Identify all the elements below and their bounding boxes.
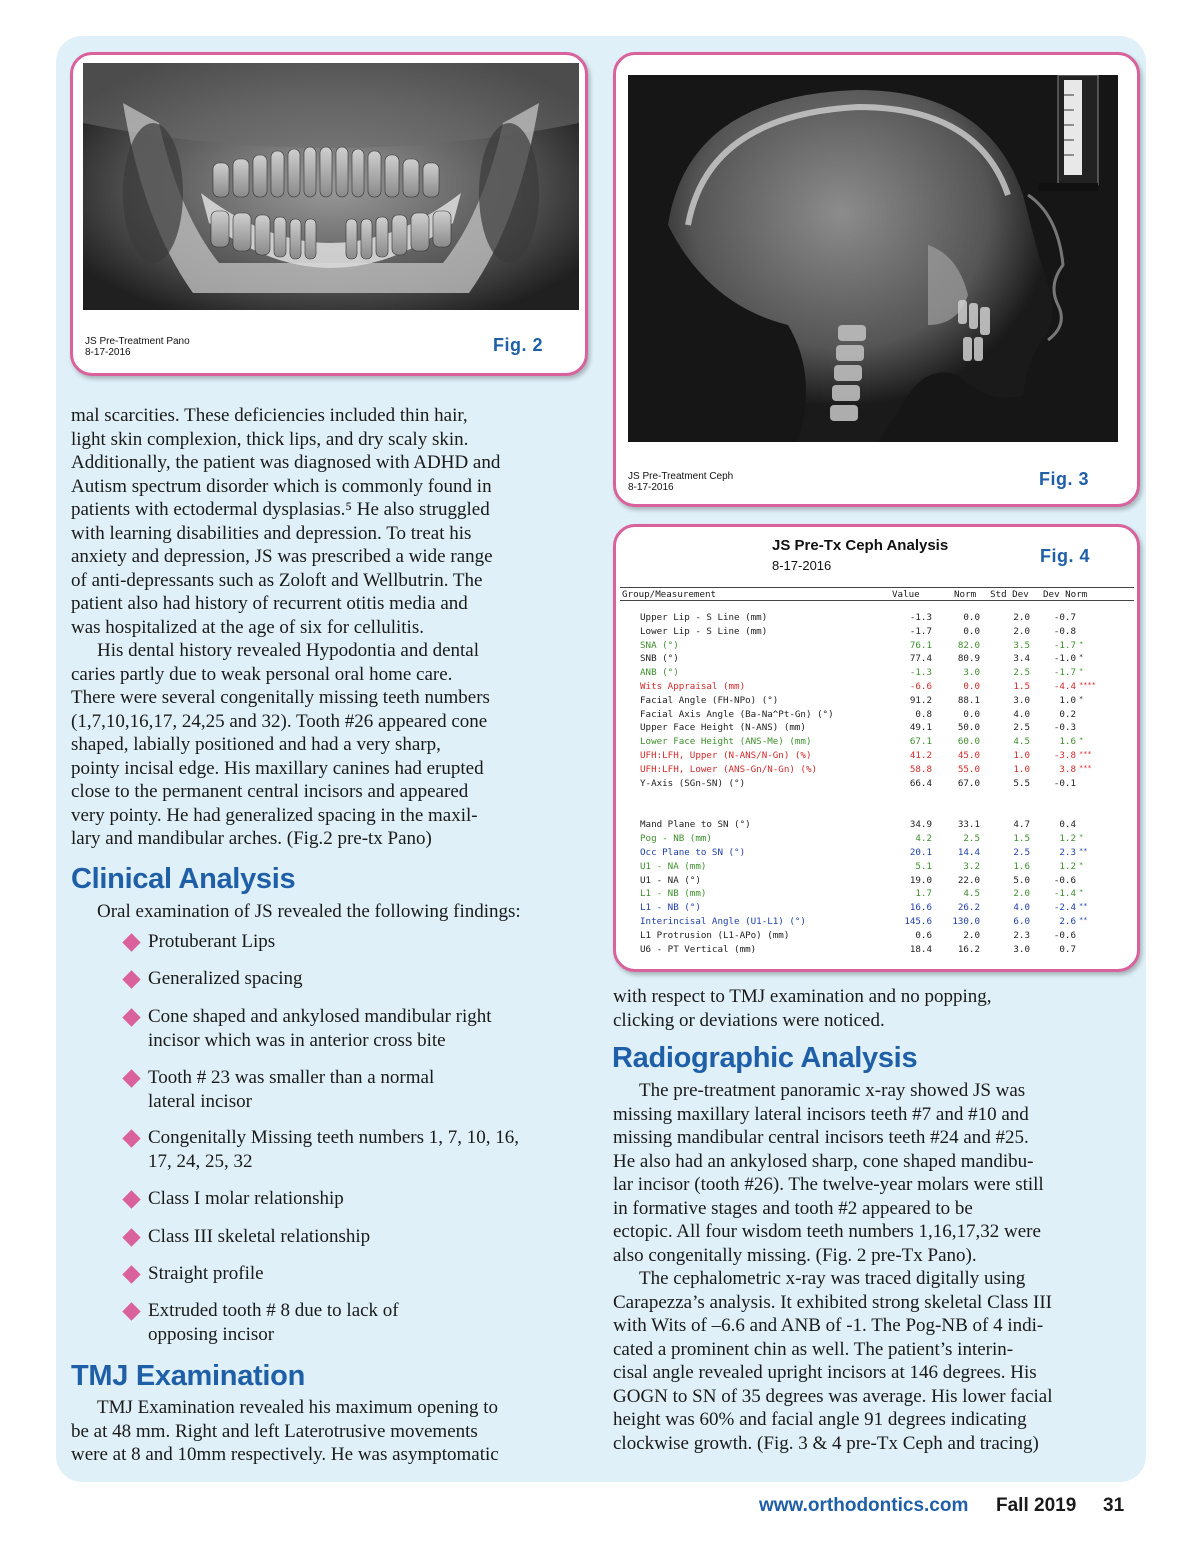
ceph-table-row xyxy=(620,735,1134,749)
text-line: anxiety and depression, JS was prescribed a wide range xyxy=(71,546,493,567)
clinical-intro: Oral examination of JS revealed the following findings: xyxy=(97,901,521,922)
value-cell: 19.0 xyxy=(909,874,932,886)
value-cell: 0.8 xyxy=(915,708,932,720)
measurement-cell: Occ Plane to SN (°) xyxy=(640,846,746,858)
dev-norm-cell: -0.8 xyxy=(1053,625,1076,637)
std-dev-cell: 2.5 xyxy=(1013,667,1030,679)
dev-norm-cell: 0.4 xyxy=(1059,819,1076,831)
tmj-examination-heading: TMJ Examination xyxy=(71,1360,305,1392)
value-cell: -1.3 xyxy=(909,612,932,623)
std-dev-cell: 1.5 xyxy=(1013,680,1030,692)
text-line: missing mandibular central incisors teeth #24 and #25. xyxy=(613,1127,1029,1148)
significance-stars: * xyxy=(1079,736,1084,745)
text-line: shaped, labially positioned and had a very sharp, xyxy=(71,734,441,755)
std-dev-cell: 4.0 xyxy=(1013,902,1030,914)
norm-cell: 45.0 xyxy=(957,749,980,761)
figure-3-label: Fig. 3 xyxy=(1039,469,1090,489)
norm-cell: 82.0 xyxy=(957,639,980,651)
text-line: (1,7,10,16,17, 24,25 and 32). Tooth #26 appeared cone xyxy=(71,710,488,732)
measurement-cell: Wits Appraisal (mm) xyxy=(640,680,746,692)
text-line: cisal angle revealed upright incisors at 146 degrees. His xyxy=(613,1362,1037,1383)
std-dev-cell: 1.0 xyxy=(1013,763,1030,775)
figure-3-card xyxy=(613,52,1140,507)
dev-norm-cell: -0.3 xyxy=(1053,722,1076,734)
text-line: lar incisor (tooth #26). The twelve-year molars were still xyxy=(613,1174,1044,1195)
ceph-table-row xyxy=(620,832,1134,846)
finding-text: Extruded tooth # 8 due to lack of xyxy=(148,1300,399,1321)
norm-cell: 4.5 xyxy=(963,888,980,900)
text-line: of anti-depressants such as Zoloft and Wellbutrin. The xyxy=(71,569,483,591)
text-line: with respect to TMJ examination and no popping, xyxy=(613,986,992,1007)
value-cell: 0.6 xyxy=(915,929,932,941)
std-dev-cell: 2.0 xyxy=(1013,625,1030,637)
ceph-table-row xyxy=(620,874,1134,888)
norm-cell: 26.2 xyxy=(957,902,980,914)
norm-cell: 2.5 xyxy=(963,833,980,845)
text-line: in formative stages and tooth #2 appeared to be xyxy=(613,1197,973,1219)
ceph-table-header xyxy=(620,587,1134,601)
norm-cell: 16.2 xyxy=(957,943,980,955)
finding-list-item xyxy=(123,1299,399,1346)
significance-stars: ** xyxy=(1079,902,1088,911)
dev-norm-cell: -0.6 xyxy=(1053,929,1076,941)
measurement-cell: SNA (°) xyxy=(640,639,679,651)
value-cell: 49.1 xyxy=(909,722,932,734)
dev-norm-cell: -1.0 xyxy=(1053,653,1076,665)
ceph-table-row xyxy=(620,929,1134,943)
finding-text: Generalized spacing xyxy=(148,968,303,989)
ceph-table-row xyxy=(620,915,1134,929)
tmj-text xyxy=(71,1396,591,1467)
panoramic-xray-image xyxy=(83,63,579,310)
value-cell: 20.1 xyxy=(909,846,932,858)
measurement-cell: Upper Lip - S Line (mm) xyxy=(640,612,768,623)
norm-cell: 14.4 xyxy=(957,846,980,858)
radiographic-analysis-heading: Radiographic Analysis xyxy=(612,1042,918,1074)
norm-cell: 0.0 xyxy=(963,625,980,637)
dev-norm-cell: -4.4 xyxy=(1053,680,1076,692)
std-dev-cell: 3.0 xyxy=(1013,943,1030,955)
measurement-cell: Pog - NB (mm) xyxy=(640,833,712,845)
significance-stars: * xyxy=(1079,860,1084,869)
norm-cell: 22.0 xyxy=(957,874,980,886)
measurement-cell: U1 - NA (mm) xyxy=(640,860,707,872)
std-dev-cell: 5.0 xyxy=(1013,874,1030,886)
finding-text: incisor which was in anterior cross bite xyxy=(148,1029,446,1051)
measurement-cell: Facial Angle (FH-NPo) (°) xyxy=(640,694,779,706)
measurement-cell: Upper Face Height (N-ANS) (mm) xyxy=(640,722,806,734)
ceph-table-row xyxy=(620,639,1134,653)
value-cell: 77.4 xyxy=(909,653,932,665)
value-cell: 58.8 xyxy=(909,763,932,775)
std-dev-cell: 3.4 xyxy=(1013,653,1030,665)
std-dev-cell: 2.3 xyxy=(1013,929,1030,941)
text-line: caries partly due to weak personal oral home care. xyxy=(71,663,453,685)
text-line: height was 60% and facial angle 91 degrees indicating xyxy=(613,1409,1027,1430)
text-line: be at 48 mm. Right and left Laterotrusive movements xyxy=(71,1420,478,1442)
text-line: was hospitalized at the age of six for cellulitis. xyxy=(71,616,424,638)
text-line: very pointy. He had generalized spacing in the maxil- xyxy=(71,804,478,826)
ceph-table-row xyxy=(620,749,1134,763)
figure-3-caption xyxy=(628,471,733,493)
value-cell: 16.6 xyxy=(909,902,932,914)
significance-stars: * xyxy=(1079,888,1084,897)
norm-cell: 33.1 xyxy=(957,819,980,831)
text-line: also congenitally missing. (Fig. 2 pre-Tx Pano). xyxy=(613,1244,977,1266)
ceph-analysis-table xyxy=(620,587,1134,956)
text-line: Additionally, the patient was diagnosed with ADHD and xyxy=(71,452,501,473)
measurement-cell: Y-Axis (SGn-SN) (°) xyxy=(640,777,746,789)
measurement-cell: L1 - NB (mm) xyxy=(640,888,707,900)
ceph-table-row xyxy=(620,818,1134,832)
significance-stars: **** xyxy=(1079,680,1096,689)
measurement-cell: UFH:LFH, Upper (N-ANS/N-Gn) (%) xyxy=(640,749,812,761)
norm-cell: 3.0 xyxy=(963,667,980,679)
std-dev-cell: 3.5 xyxy=(1013,639,1030,651)
footer-page-number: 31 xyxy=(1103,1495,1125,1516)
finding-text: 17, 24, 25, 32 xyxy=(148,1150,253,1172)
finding-text: Straight profile xyxy=(148,1263,264,1284)
dev-norm-cell: -0.6 xyxy=(1053,874,1076,886)
dev-norm-cell: -0.7 xyxy=(1053,612,1076,623)
std-dev-cell: 4.5 xyxy=(1013,736,1030,748)
footer-url[interactable]: www.orthodontics.com xyxy=(759,1495,969,1516)
norm-cell: 3.2 xyxy=(963,860,980,872)
ceph-table-row xyxy=(620,652,1134,666)
cephalometric-xray-image xyxy=(628,75,1118,442)
norm-cell: 60.0 xyxy=(957,736,980,748)
finding-text: opposing incisor xyxy=(148,1323,275,1345)
std-dev-cell: 1.6 xyxy=(1013,860,1030,872)
ceph-table-row xyxy=(620,611,1134,625)
text-line: ectopic. All four wisdom teeth numbers 1,16,17,32 were xyxy=(613,1221,1041,1242)
significance-stars: * xyxy=(1079,694,1084,703)
ceph-table-row xyxy=(620,625,1134,639)
text-line: with Wits of –6.6 and ANB of -1. The Pog-NB of 4 indi- xyxy=(613,1315,1044,1336)
measurement-cell: Mand Plane to SN (°) xyxy=(640,819,751,831)
dev-norm-cell: -0.1 xyxy=(1053,777,1076,789)
significance-stars: *** xyxy=(1079,749,1092,758)
significance-stars: * xyxy=(1079,639,1084,648)
ceph-table-row xyxy=(620,763,1134,777)
caption-date: 8-17-2016 xyxy=(85,347,131,358)
value-cell: -1.7 xyxy=(909,625,932,637)
dev-norm-cell: -1.7 xyxy=(1053,639,1076,651)
std-dev-cell: 2.0 xyxy=(1013,612,1030,623)
measurement-cell: L1 Protrusion (L1-APo) (mm) xyxy=(640,929,790,941)
finding-list-item xyxy=(123,930,275,954)
ceph-table-row xyxy=(620,721,1134,735)
ceph-table-gap xyxy=(620,790,1134,818)
ceph-analysis-title: JS Pre-Tx Ceph Analysis xyxy=(772,537,949,554)
significance-stars: *** xyxy=(1079,763,1092,772)
figure-2-caption xyxy=(85,336,190,358)
figure-2-card xyxy=(70,52,588,376)
std-dev-cell: 3.0 xyxy=(1013,694,1030,706)
header-measurement: Group/Measurement xyxy=(622,589,717,600)
value-cell: 67.1 xyxy=(909,736,932,748)
figure-4-label: Fig. 4 xyxy=(1040,546,1091,566)
footer-issue: Fall 2019 xyxy=(996,1495,1077,1516)
ceph-table-row xyxy=(620,680,1134,694)
header-dev-norm: Dev Norm xyxy=(1043,589,1088,600)
dev-norm-cell: 3.8 xyxy=(1059,763,1076,775)
figure-2-label: Fig. 2 xyxy=(493,335,544,355)
text-line: mal scarcities. These deficiencies included thin hair, xyxy=(71,405,468,426)
value-cell: 18.4 xyxy=(909,943,932,955)
std-dev-cell: 6.0 xyxy=(1013,915,1030,927)
std-dev-cell: 2.5 xyxy=(1013,722,1030,734)
ceph-table-row xyxy=(620,901,1134,915)
std-dev-cell: 1.5 xyxy=(1013,833,1030,845)
measurement-cell: Lower Lip - S Line (mm) xyxy=(640,625,768,637)
finding-text: Congenitally Missing teeth numbers 1, 7, 10, 16, xyxy=(148,1127,520,1148)
measurement-cell: U1 - NA (°) xyxy=(640,874,701,886)
measurement-cell: Lower Face Height (ANS-Me) (mm) xyxy=(640,736,812,748)
measurement-cell: L1 - NB (°) xyxy=(640,902,701,914)
value-cell: -6.6 xyxy=(909,680,932,692)
finding-list-item xyxy=(123,1262,264,1286)
text-line: cated a prominent chin as well. The patient’s interin- xyxy=(613,1338,1014,1360)
text-line: pointy incisal edge. His maxillary canines had erupted xyxy=(71,757,484,779)
std-dev-cell: 1.0 xyxy=(1013,749,1030,761)
text-line: close to the permanent central incisors and appeared xyxy=(71,781,469,802)
measurement-cell: Interincisal Angle (U1-L1) (°) xyxy=(640,915,806,927)
text-line: The pre-treatment panoramic x-ray showed JS was xyxy=(639,1080,1026,1101)
text-line: with learning disabilities and depression. To treat his xyxy=(71,522,472,544)
dev-norm-cell: 0.2 xyxy=(1059,708,1076,720)
text-line: GOGN to SN of 35 degrees was average. His lower facial xyxy=(613,1385,1053,1407)
dev-norm-cell: 1.0 xyxy=(1059,694,1076,706)
norm-cell: 88.1 xyxy=(957,694,980,706)
significance-stars: * xyxy=(1079,667,1084,676)
finding-text: Class III skeletal relationship xyxy=(148,1226,371,1247)
finding-list-item xyxy=(123,1225,370,1249)
ceph-analysis-date: 8-17-2016 xyxy=(772,558,832,573)
ceph-table-row xyxy=(620,694,1134,708)
finding-list-item xyxy=(123,1005,492,1052)
figure-4-card xyxy=(613,524,1140,972)
text-line: clicking or deviations were noticed. xyxy=(613,1009,885,1031)
norm-cell: 0.0 xyxy=(963,612,980,623)
dev-norm-cell: 2.6 xyxy=(1059,915,1076,927)
significance-stars: ** xyxy=(1079,846,1088,855)
std-dev-cell: 4.7 xyxy=(1013,819,1030,831)
text-line: patients with ectodermal dysplasias.⁵ He also struggled xyxy=(71,499,490,520)
finding-list-item xyxy=(123,967,303,991)
norm-cell: 0.0 xyxy=(963,708,980,720)
measurement-cell: Facial Axis Angle (Ba-Na^Pt-Gn) (°) xyxy=(640,708,834,720)
norm-cell: 0.0 xyxy=(963,680,980,692)
radiographic-analysis-text xyxy=(613,1079,1133,1455)
ceph-table-row xyxy=(620,860,1134,874)
finding-text: Class I molar relationship xyxy=(148,1188,344,1209)
value-cell: 145.6 xyxy=(904,915,932,927)
text-line: He also had an ankylosed sharp, cone shaped mandibu- xyxy=(613,1150,1034,1172)
norm-cell: 55.0 xyxy=(957,763,980,775)
text-line: patient also had history of recurrent otitis media and xyxy=(71,593,468,614)
std-dev-cell: 2.5 xyxy=(1013,846,1030,858)
dev-norm-cell: 2.3 xyxy=(1059,846,1076,858)
text-line: There were several congenitally missing teeth numbers xyxy=(71,687,490,708)
text-line: lary and mandibular arches. (Fig.2 pre-tx Pano) xyxy=(71,828,432,849)
caption-title: JS Pre-Treatment Ceph xyxy=(628,471,734,482)
text-line: The cephalometric x-ray was traced digitally using xyxy=(639,1268,1026,1289)
text-line: Carapezza’s analysis. It exhibited strong skeletal Class III xyxy=(613,1291,1052,1313)
norm-cell: 80.9 xyxy=(957,653,980,665)
value-cell: 91.2 xyxy=(909,694,932,706)
ceph-table-row xyxy=(620,846,1134,860)
header-std-dev: Std Dev xyxy=(990,589,1029,600)
header-value: Value xyxy=(892,589,920,600)
finding-text: Protuberant Lips xyxy=(148,931,276,952)
ceph-table-row xyxy=(620,777,1134,791)
caption-date: 8-17-2016 xyxy=(628,482,674,493)
dev-norm-cell: 1.6 xyxy=(1059,736,1076,748)
ceph-table-body xyxy=(620,601,1134,956)
header-norm: Norm xyxy=(954,589,977,600)
value-cell: 76.1 xyxy=(909,639,932,651)
text-line: TMJ Examination revealed his maximum opening to xyxy=(97,1397,499,1418)
ceph-table-row xyxy=(620,943,1134,957)
value-cell: 34.9 xyxy=(909,819,932,831)
text-line: light skin complexion, thick lips, and dry scaly skin. xyxy=(71,428,469,450)
dev-norm-cell: 0.7 xyxy=(1059,943,1076,955)
right-column-continuation xyxy=(613,985,1133,1032)
dev-norm-cell: -1.4 xyxy=(1053,888,1076,900)
left-column-text xyxy=(71,404,591,851)
std-dev-cell: 2.0 xyxy=(1013,888,1030,900)
ceph-table-row xyxy=(620,887,1134,901)
significance-stars: ** xyxy=(1079,915,1088,924)
finding-list-item xyxy=(123,1126,519,1173)
significance-stars: * xyxy=(1079,833,1084,842)
finding-list-item xyxy=(123,1066,434,1113)
dev-norm-cell: -1.7 xyxy=(1053,667,1076,679)
dev-norm-cell: -2.4 xyxy=(1053,902,1076,914)
significance-stars: * xyxy=(1079,653,1084,662)
dev-norm-cell: 1.2 xyxy=(1059,860,1076,872)
finding-text: Cone shaped and ankylosed mandibular right xyxy=(148,1006,492,1027)
dev-norm-cell: -3.8 xyxy=(1053,749,1076,761)
clinical-analysis-heading: Clinical Analysis xyxy=(71,863,296,895)
std-dev-cell: 4.0 xyxy=(1013,708,1030,720)
norm-cell: 130.0 xyxy=(952,915,980,927)
caption-title: JS Pre-Treatment Pano xyxy=(85,336,190,347)
norm-cell: 67.0 xyxy=(957,777,980,789)
finding-text: lateral incisor xyxy=(148,1090,252,1112)
value-cell: -1.3 xyxy=(909,667,932,679)
measurement-cell: ANB (°) xyxy=(640,667,679,679)
text-line: missing maxillary lateral incisors teeth #7 and #10 and xyxy=(613,1103,1029,1125)
text-line: clockwise growth. (Fig. 3 & 4 pre-Tx Ceph and tracing) xyxy=(613,1432,1039,1454)
value-cell: 5.1 xyxy=(915,860,932,872)
dev-norm-cell: 1.2 xyxy=(1059,833,1076,845)
norm-cell: 50.0 xyxy=(957,722,980,734)
std-dev-cell: 5.5 xyxy=(1013,777,1030,789)
norm-cell: 2.0 xyxy=(963,929,980,941)
text-line: were at 8 and 10mm respectively. He was asymptomatic xyxy=(71,1444,499,1465)
text-line: Autism spectrum disorder which is commonly found in xyxy=(71,475,492,497)
value-cell: 66.4 xyxy=(909,777,932,789)
text-line: His dental history revealed Hypodontia and dental xyxy=(97,640,480,661)
value-cell: 4.2 xyxy=(915,833,932,845)
finding-list-item xyxy=(123,1187,344,1211)
value-cell: 1.7 xyxy=(915,888,932,900)
finding-text: Tooth # 23 was smaller than a normal xyxy=(148,1067,435,1088)
ceph-table-row xyxy=(620,666,1134,680)
measurement-cell: U6 - PT Vertical (mm) xyxy=(640,943,757,955)
measurement-cell: UFH:LFH, Lower (ANS-Gn/N-Gn) (%) xyxy=(640,763,818,775)
measurement-cell: SNB (°) xyxy=(640,653,679,665)
value-cell: 41.2 xyxy=(909,749,932,761)
ceph-table-row xyxy=(620,708,1134,722)
